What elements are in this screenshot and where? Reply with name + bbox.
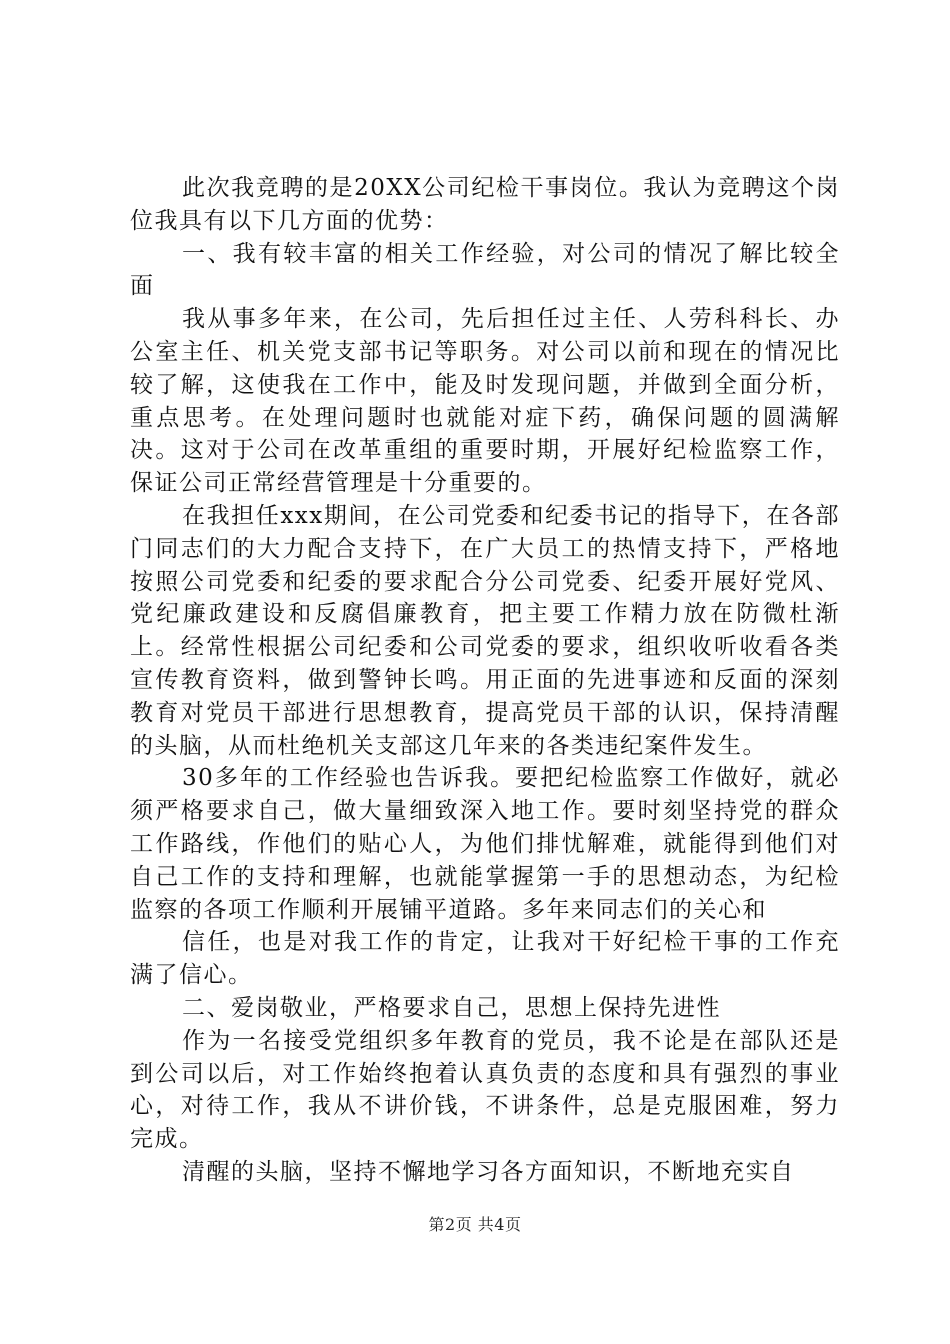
- paragraph-thirty-years: 30多年的工作经验也告诉我。要把纪检监察工作做好，就必须严格要求自己，做大量细致深入地工作。要时刻坚持党的群众工作路线，作他们的贴心人，为他们排忧解难，就能得到他们对自己工作的支持和理解，也就能掌握第一手的思想动态，为纪检监察的各项工作顺利开展铺平道路。多年来同志们的关心和: [130, 765, 840, 923]
- document-body: [130, 172, 840, 1189]
- paragraph-trust: 信任，也是对我工作的肯定，让我对干好纪检干事的工作充满了信心。: [130, 929, 840, 989]
- paragraph-tenure-work: 在我担任xxx期间，在公司党委和纪委书记的指导下，在各部门同志们的大力配合支持下，在广大员工的热情支持下，严格地按照公司党委和纪委的要求配合分公司党委、纪委开展好党风、党纪廉政建设和反腐倡廉教育，把主要工作精力放在防微杜渐上。经常性根据公司纪委和公司党委的要求，组织收听收看各类宣传教育资料，做到警钟长鸣。用正面的先进事迹和反面的深刻教育对党员干部进行思想教育，提高党员干部的认识，保持清醒的头脑，从而杜绝机关支部这几年来的各类违纪案件发生。: [130, 502, 840, 759]
- paragraph-party-member: 作为一名接受党组织多年教育的党员，我不论是在部队还是到公司以后，对工作始终抱着认真负责的态度和具有强烈的事业心，对待工作，我从不讲价钱，不讲条件，总是克服困难，努力完成。: [130, 1027, 840, 1153]
- paragraph-continuous-learning: 清醒的头脑，坚持不懈地学习各方面知识，不断地充实自: [182, 1158, 795, 1185]
- page-number-footer: 第2页 共4页: [428, 1215, 522, 1234]
- section-heading-experience: 一、我有较丰富的相关工作经验，对公司的情况了解比较全面: [130, 240, 840, 300]
- paragraph-career-history: 我从事多年来，在公司，先后担任过主任、人劳科科长、办公室主任、机关党支部书记等职务。对公司以前和现在的情况比较了解，这使我在工作中，能及时发现问题，并做到全面分析，重点思考。在处理问题时也就能对症下药，确保问题的圆满解决。这对于公司在改革重组的重要时期，开展好纪检监察工作，保证公司正常经营管理是十分重要的。: [130, 306, 840, 497]
- paragraph-intro: 此次我竞聘的是20XX公司纪检干事岗位。我认为竞聘这个岗位我具有以下几方面的优势：: [130, 175, 840, 234]
- section-heading-dedication: 二、爱岗敬业，严格要求自己，思想上保持先进性: [182, 994, 721, 1021]
